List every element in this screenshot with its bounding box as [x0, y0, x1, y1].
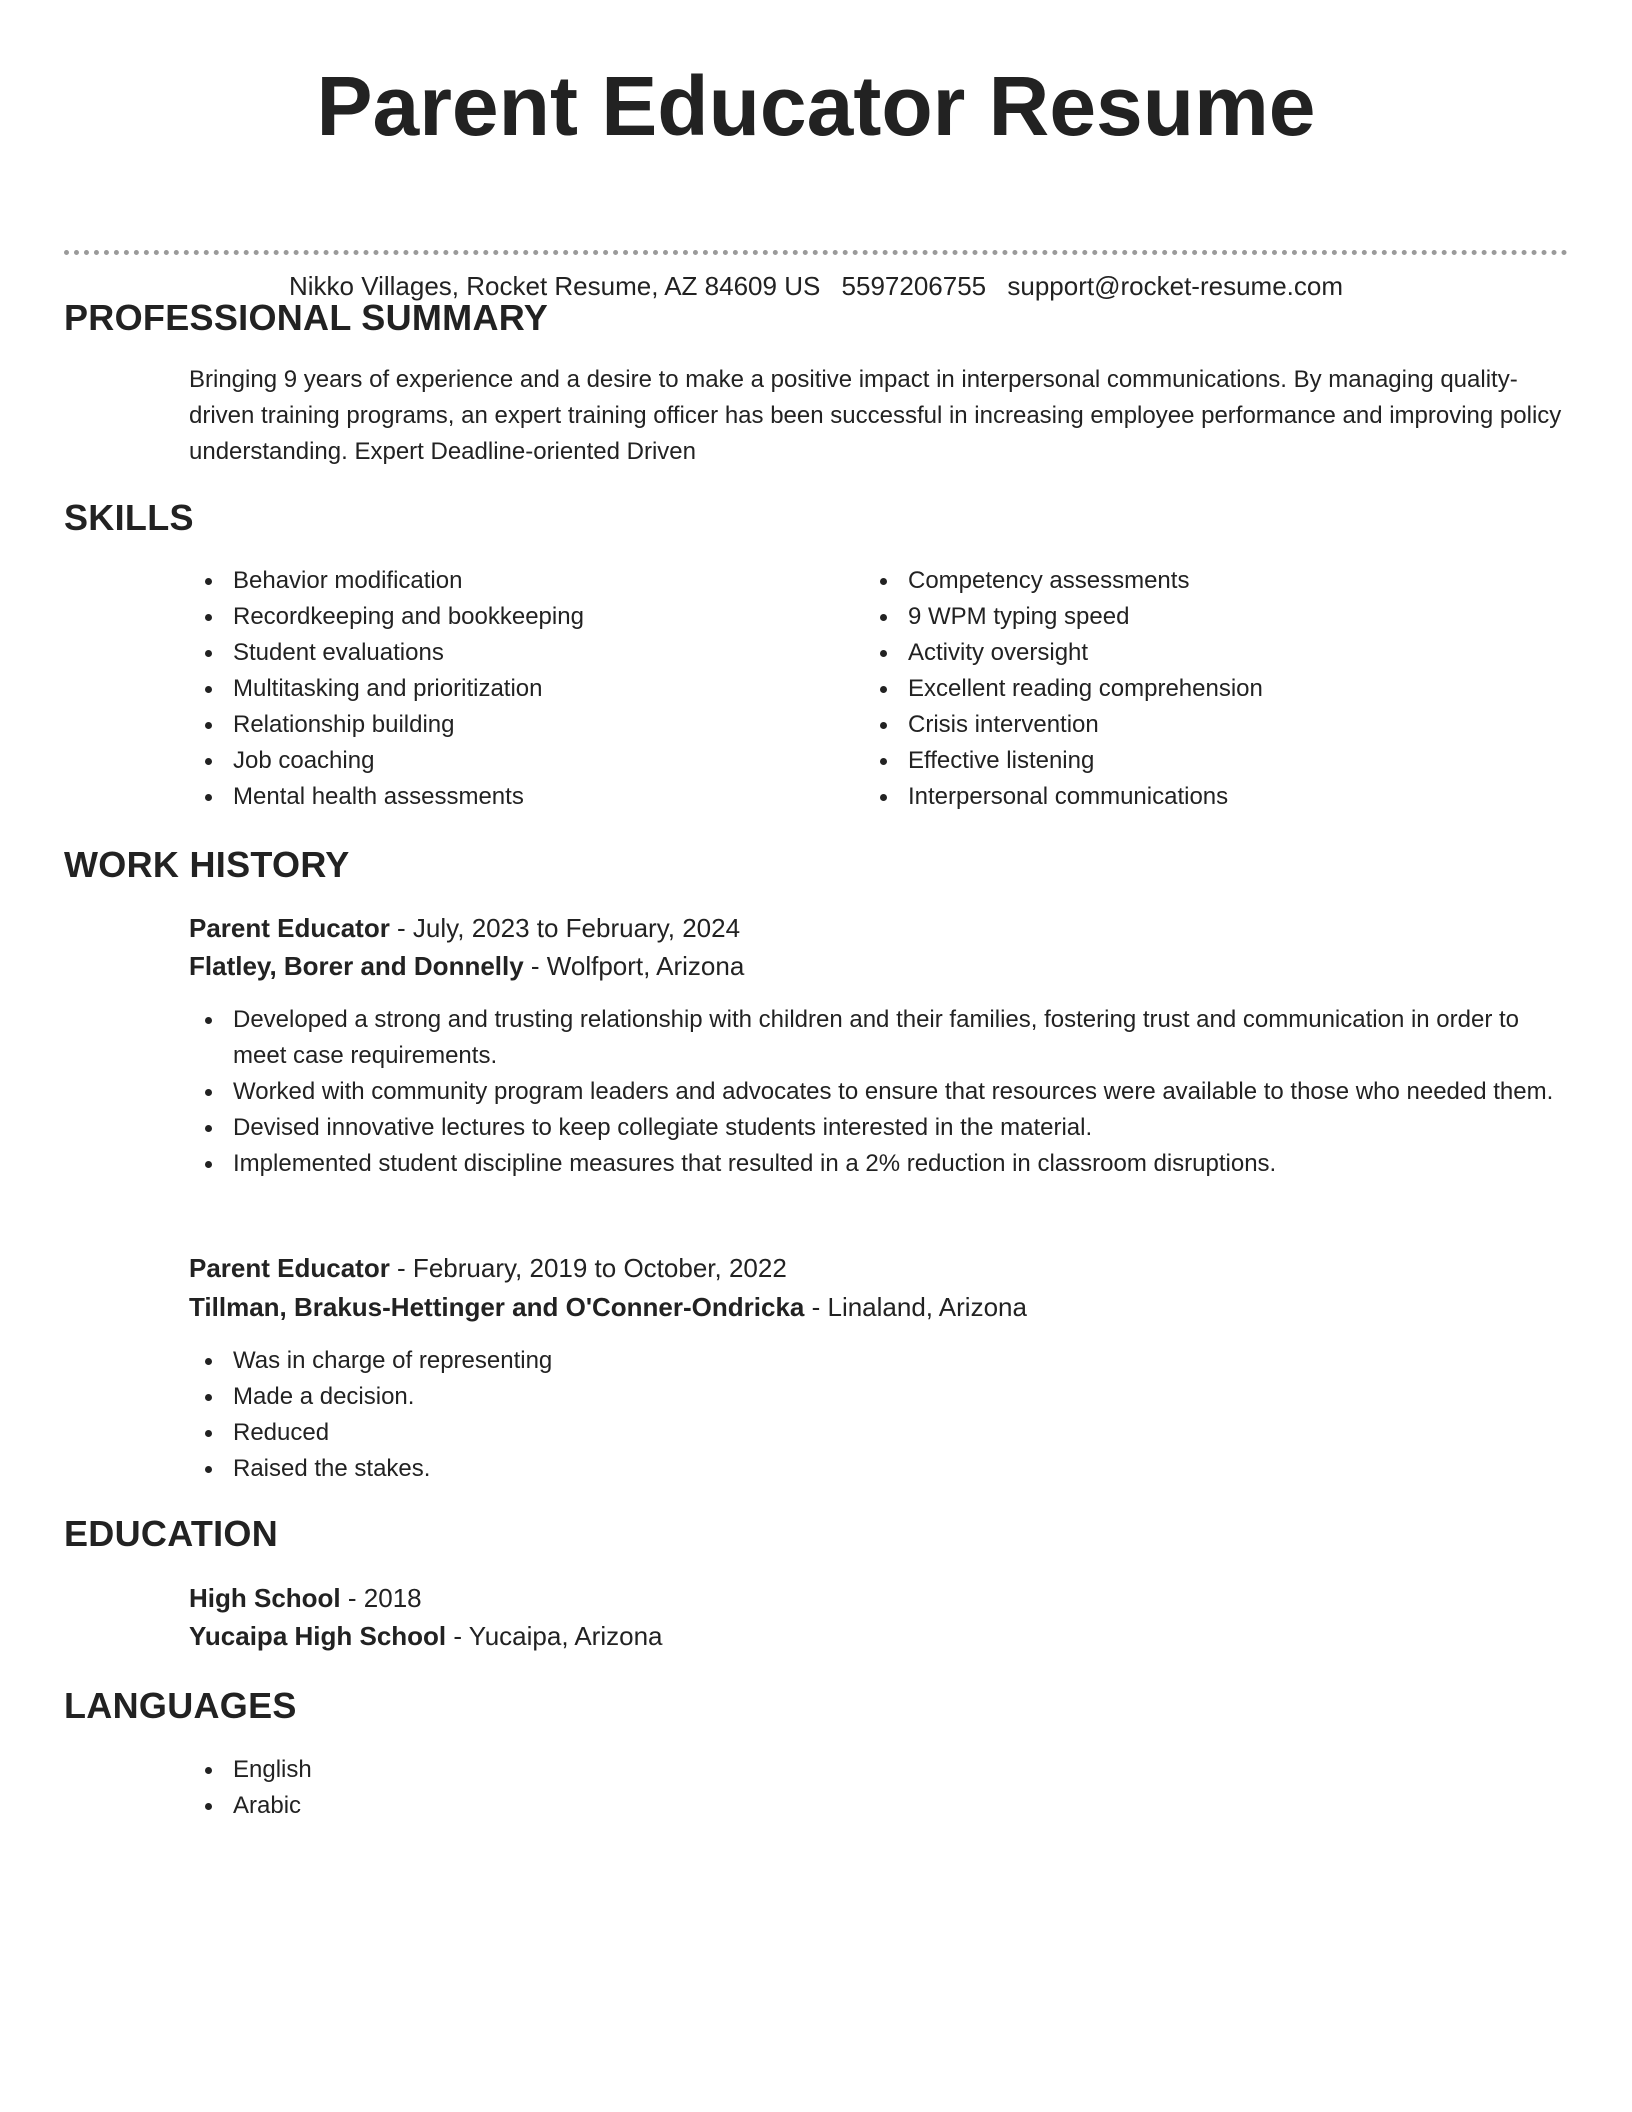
job-title-line — [189, 1250, 787, 1286]
skills-column-left — [189, 563, 584, 815]
contact-address: Nikko Villages, Rocket Resume, AZ 84609 US — [288, 271, 821, 301]
header-divider — [64, 250, 1568, 255]
languages-heading: LANGUAGES — [64, 1685, 297, 1726]
skill-item: Behavior modification — [189, 563, 584, 599]
job-title-line — [189, 910, 740, 946]
skill-item: Relationship building — [189, 707, 584, 743]
education-degree-line — [189, 1580, 422, 1616]
education-degree: High School — [189, 1583, 341, 1613]
skill-item: Multitasking and prioritization — [189, 671, 584, 707]
skill-item: Excellent reading comprehension — [864, 671, 1263, 707]
job-location: - Wolfport, Arizona — [523, 951, 745, 981]
skills-column-right — [864, 563, 1263, 815]
page-title: Parent Educator Resume — [316, 59, 1316, 153]
skill-item: 9 WPM typing speed — [864, 599, 1263, 635]
skill-item: Activity oversight — [864, 635, 1263, 671]
job-bullet: Developed a strong and trusting relationship with children and their families, fostering trust and communication in order to meet case requirements. — [189, 1002, 1568, 1074]
job-company-line — [189, 1289, 1027, 1325]
education-school-line — [189, 1618, 662, 1654]
skill-item: Competency assessments — [864, 563, 1263, 599]
languages-list — [189, 1752, 1568, 1824]
education-location: - Yucaipa, Arizona — [446, 1621, 663, 1651]
skills-heading: SKILLS — [64, 497, 194, 538]
education-year: - 2018 — [340, 1583, 422, 1613]
job-company-line — [189, 948, 744, 984]
job-dates: - February, 2019 to October, 2022 — [389, 1253, 787, 1283]
job-bullets — [189, 1343, 1568, 1487]
summary-text: Bringing 9 years of experience and a desire to make a positive impact in interpersonal communications. By managing quality-driven training programs, an expert training officer has been successful in increasing employee performance and improving policy understanding. Expert Deadline-oriented Driven — [189, 366, 1562, 465]
contact-email: support@rocket-resume.com — [1007, 271, 1344, 301]
education-heading: EDUCATION — [64, 1513, 279, 1554]
job-company: Flatley, Borer and Donnelly — [189, 951, 524, 981]
job-bullet: Devised innovative lectures to keep collegiate students interested in the material. — [189, 1110, 1568, 1146]
skill-item: Effective listening — [864, 743, 1263, 779]
skill-item: Student evaluations — [189, 635, 584, 671]
job-bullet: Worked with community program leaders and advocates to ensure that resources were available to those who needed them. — [189, 1074, 1568, 1110]
skill-item: Recordkeeping and bookkeeping — [189, 599, 584, 635]
job-title: Parent Educator — [189, 1253, 390, 1283]
job-company: Tillman, Brakus-Hettinger and O'Conner-Ondricka — [189, 1292, 805, 1322]
work-history-heading: WORK HISTORY — [64, 844, 350, 885]
job-bullet: Was in charge of representing — [189, 1343, 1568, 1379]
education-school: Yucaipa High School — [189, 1621, 447, 1651]
language-item: English — [189, 1752, 1568, 1788]
skill-item: Interpersonal communications — [864, 779, 1263, 815]
skill-item: Mental health assessments — [189, 779, 584, 815]
job-dates: - July, 2023 to February, 2024 — [389, 913, 741, 943]
skill-item: Crisis intervention — [864, 707, 1263, 743]
skill-item: Job coaching — [189, 743, 584, 779]
job-bullet: Implemented student discipline measures that resulted in a 2% reduction in classroom disruptions. — [189, 1146, 1568, 1182]
language-item: Arabic — [189, 1788, 1568, 1824]
summary-heading: PROFESSIONAL SUMMARY — [64, 297, 549, 338]
job-bullets — [189, 1002, 1568, 1182]
job-bullet: Reduced — [189, 1415, 1568, 1451]
job-title: Parent Educator — [189, 913, 390, 943]
job-bullet: Made a decision. — [189, 1379, 1568, 1415]
job-bullet: Raised the stakes. — [189, 1451, 1568, 1487]
job-location: - Linaland, Arizona — [804, 1292, 1027, 1322]
contact-phone: 5597206755 — [841, 271, 987, 301]
